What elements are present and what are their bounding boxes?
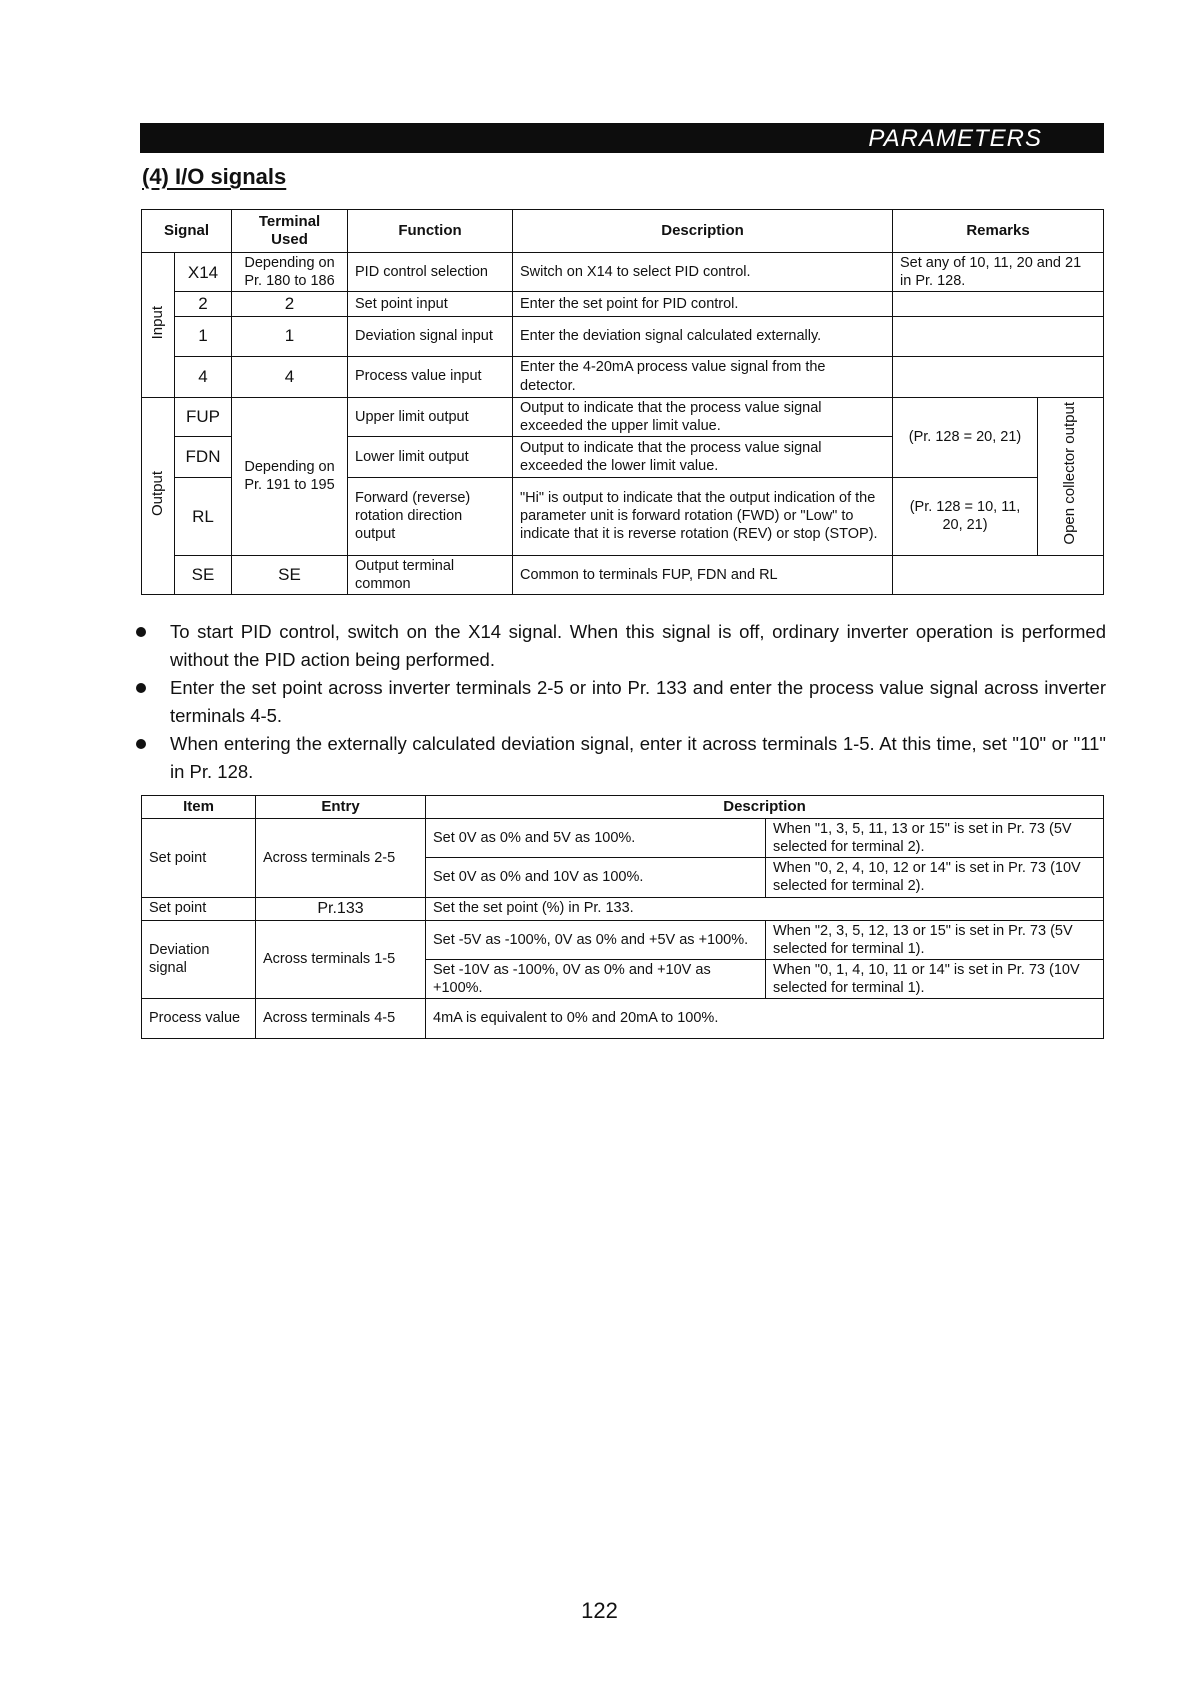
item-cell: Set point: [142, 897, 256, 920]
table-row: [142, 356, 1104, 397]
table-row: [142, 397, 1104, 436]
remarks-cell: (Pr. 128 = 10, 11, 20, 21): [893, 477, 1038, 555]
terminal-cell: Depending on Pr. 180 to 186: [232, 253, 348, 292]
condition-cell: When "0, 1, 4, 10, 11 or 14" is set in Pr. 73 (10V selected for terminal 1).: [766, 959, 1104, 998]
condition-cell: When "1, 3, 5, 11, 13 or 15" is set in Pr. 73 (5V selected for terminal 2).: [766, 819, 1104, 858]
bullet-icon: [136, 683, 146, 693]
table-row: [142, 316, 1104, 356]
entry-cell: Pr.133: [256, 897, 426, 920]
function-cell: PID control selection: [348, 253, 513, 292]
terminal-cell: SE: [232, 555, 348, 594]
signal-cell: FUP: [175, 397, 232, 436]
description-cell: 4mA is equivalent to 0% and 20mA to 100%.: [426, 999, 1104, 1039]
signal-cell: FDN: [175, 436, 232, 477]
header-terminal: Terminal Used: [232, 210, 348, 253]
item-cell: Deviation signal: [142, 920, 256, 999]
description-cell: Common to terminals FUP, FDN and RL: [513, 555, 893, 594]
description-cell: Set 0V as 0% and 10V as 100%.: [426, 858, 766, 897]
description-cell: Set -10V as -100%, 0V as 0% and +10V as +100%.: [426, 959, 766, 998]
table-row: [142, 920, 1104, 959]
remarks-cell: [893, 292, 1104, 316]
io-signals-table: [141, 209, 1104, 595]
header-signal: Signal: [142, 210, 232, 253]
remarks-cell: (Pr. 128 = 20, 21): [893, 397, 1038, 477]
table-row: [142, 819, 1104, 858]
bullet-icon: [136, 739, 146, 749]
header-label: PARAMETERS: [868, 125, 1042, 152]
bullet-icon: [136, 627, 146, 637]
signal-cell: 1: [175, 316, 232, 356]
list-item: To start PID control, switch on the X14 signal. When this signal is off, ordinary inverter operation is performed without the PID action being performed.: [134, 618, 1106, 674]
signal-cell: 2: [175, 292, 232, 316]
function-cell: Upper limit output: [348, 397, 513, 436]
table-header-row: [142, 210, 1104, 253]
entry-cell: Across terminals 2-5: [256, 819, 426, 898]
open-collector-label: Open collector output: [1038, 397, 1104, 555]
description-cell: Switch on X14 to select PID control.: [513, 253, 893, 292]
description-cell: Output to indicate that the process value signal exceeded the upper limit value.: [513, 397, 893, 436]
signal-cell: 4: [175, 356, 232, 397]
terminal-cell: 1: [232, 316, 348, 356]
table-header-row: [142, 796, 1104, 819]
function-cell: Lower limit output: [348, 436, 513, 477]
section-header-bar: [140, 123, 1104, 153]
entry-table: [141, 795, 1104, 1039]
signal-cell: X14: [175, 253, 232, 292]
bullet-list: [134, 618, 1106, 786]
remarks-cell: [893, 356, 1104, 397]
description-cell: Set -5V as -100%, 0V as 0% and +5V as +100%.: [426, 920, 766, 959]
terminal-cell: 4: [232, 356, 348, 397]
header-remarks: Remarks: [893, 210, 1104, 253]
signal-cell: RL: [175, 477, 232, 555]
output-terminal-cell: Depending on Pr. 191 to 195: [232, 397, 348, 555]
item-cell: Set point: [142, 819, 256, 898]
condition-cell: When "0, 2, 4, 10, 12 or 14" is set in Pr. 73 (10V selected for terminal 2).: [766, 858, 1104, 897]
header-function: Function: [348, 210, 513, 253]
list-item: When entering the externally calculated deviation signal, enter it across terminals 1-5. At this time, set "10" or "11" in Pr. 128.: [134, 730, 1106, 786]
description-cell: Set the set point (%) in Pr. 133.: [426, 897, 1104, 920]
table-row: [142, 999, 1104, 1039]
function-cell: Forward (reverse) rotation direction output: [348, 477, 513, 555]
condition-cell: When "2, 3, 5, 12, 13 or 15" is set in Pr. 73 (5V selected for terminal 1).: [766, 920, 1104, 959]
signal-cell: SE: [175, 555, 232, 594]
header-description: Description: [426, 796, 1104, 819]
table-row: [142, 292, 1104, 316]
terminal-cell: 2: [232, 292, 348, 316]
function-cell: Output terminal common: [348, 555, 513, 594]
section-title: (4) I/O signals: [142, 164, 287, 189]
input-group-label: Input: [142, 253, 175, 398]
remarks-cell: [893, 316, 1104, 356]
function-cell: Deviation signal input: [348, 316, 513, 356]
list-item: Enter the set point across inverter terminals 2-5 or into Pr. 133 and enter the process value signal across inverter terminals 4-5.: [134, 674, 1106, 730]
description-cell: Set 0V as 0% and 5V as 100%.: [426, 819, 766, 858]
page-number: 122: [581, 1598, 618, 1623]
table-row: [142, 555, 1104, 594]
description-cell: Enter the set point for PID control.: [513, 292, 893, 316]
entry-cell: Across terminals 4-5: [256, 999, 426, 1039]
output-group-label: Output: [142, 397, 175, 595]
header-entry: Entry: [256, 796, 426, 819]
header-description: Description: [513, 210, 893, 253]
item-cell: Process value: [142, 999, 256, 1039]
table-row: [142, 253, 1104, 292]
description-cell: Output to indicate that the process value signal exceeded the lower limit value.: [513, 436, 893, 477]
function-cell: Set point input: [348, 292, 513, 316]
description-cell: "Hi" is output to indicate that the output indication of the parameter unit is forward rotation (FWD) or "Low" to indicate that it is reverse rotation (REV) or stop (STOP).: [513, 477, 893, 555]
description-cell: Enter the 4-20mA process value signal from the detector.: [513, 356, 893, 397]
table-row: [142, 897, 1104, 920]
function-cell: Process value input: [348, 356, 513, 397]
header-item: Item: [142, 796, 256, 819]
remarks-cell: Set any of 10, 11, 20 and 21 in Pr. 128.: [893, 253, 1104, 292]
description-cell: Enter the deviation signal calculated externally.: [513, 316, 893, 356]
entry-cell: Across terminals 1-5: [256, 920, 426, 999]
remarks-cell: [893, 555, 1104, 594]
